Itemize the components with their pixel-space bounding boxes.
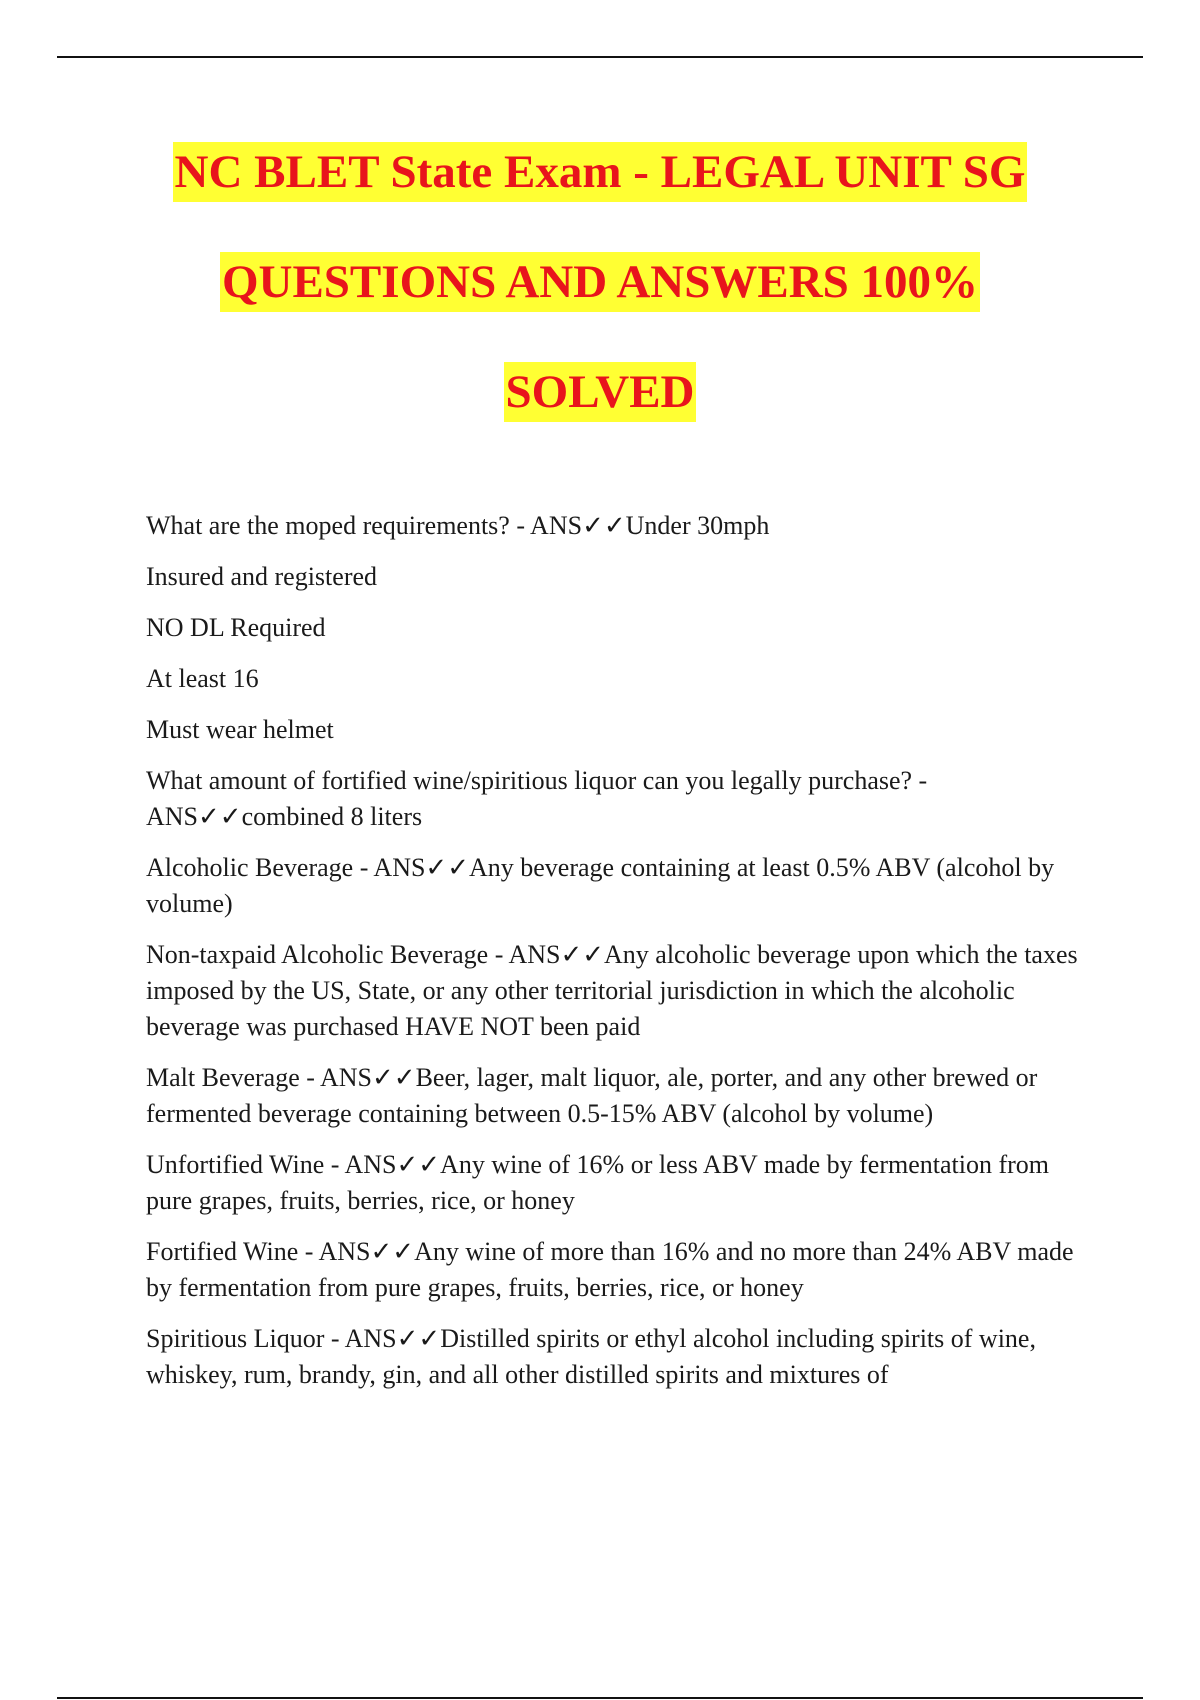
qa-entry: Insured and registered <box>146 562 378 591</box>
top-rule <box>57 56 1143 58</box>
title-line-2 <box>0 248 1200 358</box>
title-line-3-text: SOLVED <box>504 362 697 422</box>
qa-entry: Unfortified Wine - ANS✓✓Any wine of 16% or less ABV made by fermentation from pure grapes, fruits, berries, rice, or honey <box>146 1150 1050 1215</box>
qa-entry: Non-taxpaid Alcoholic Beverage - ANS✓✓Any alcoholic beverage upon which the taxes imposed by the US, State, or any other territorial jurisdiction in which the alcoholic beverage was purchased HAVE NOT been paid <box>146 940 1078 1041</box>
qa-entry: Alcoholic Beverage - ANS✓✓Any beverage containing at least 0.5% ABV (alcohol by volume) <box>146 853 1055 918</box>
qa-entry: What amount of fortified wine/spiritious liquor can you legally purchase? - ANS✓✓combined 8 liters <box>146 766 928 831</box>
qa-entry: Spiritious Liquor - ANS✓✓Distilled spirits or ethyl alcohol including spirits of wine, whiskey, rum, brandy, gin, and all other distilled spirits and mixtures of <box>146 1324 1036 1389</box>
qa-entry: Must wear helmet <box>146 715 334 744</box>
qa-entry: At least 16 <box>146 664 259 693</box>
qa-entry: What are the moped requirements? - ANS✓✓Under 30mph <box>146 511 770 540</box>
qa-entry: Malt Beverage - ANS✓✓Beer, lager, malt liquor, ale, porter, and any other brewed or fermented beverage containing between 0.5-15% ABV (alcohol by volume) <box>146 1063 1038 1128</box>
title-line-1-text: NC BLET State Exam - LEGAL UNIT SG <box>173 142 1028 202</box>
qa-content <box>146 508 1086 1408</box>
bottom-rule <box>57 1697 1143 1699</box>
title-line-1 <box>0 138 1200 248</box>
qa-entry: Fortified Wine - ANS✓✓Any wine of more than 16% and no more than 24% ABV made by fermentation from pure grapes, fruits, berries, rice, or honey <box>146 1237 1074 1302</box>
title-line-2-text: QUESTIONS AND ANSWERS 100% <box>220 252 980 312</box>
title-line-3 <box>0 358 1200 468</box>
qa-entry: NO DL Required <box>146 613 326 642</box>
document-title <box>0 138 1200 468</box>
